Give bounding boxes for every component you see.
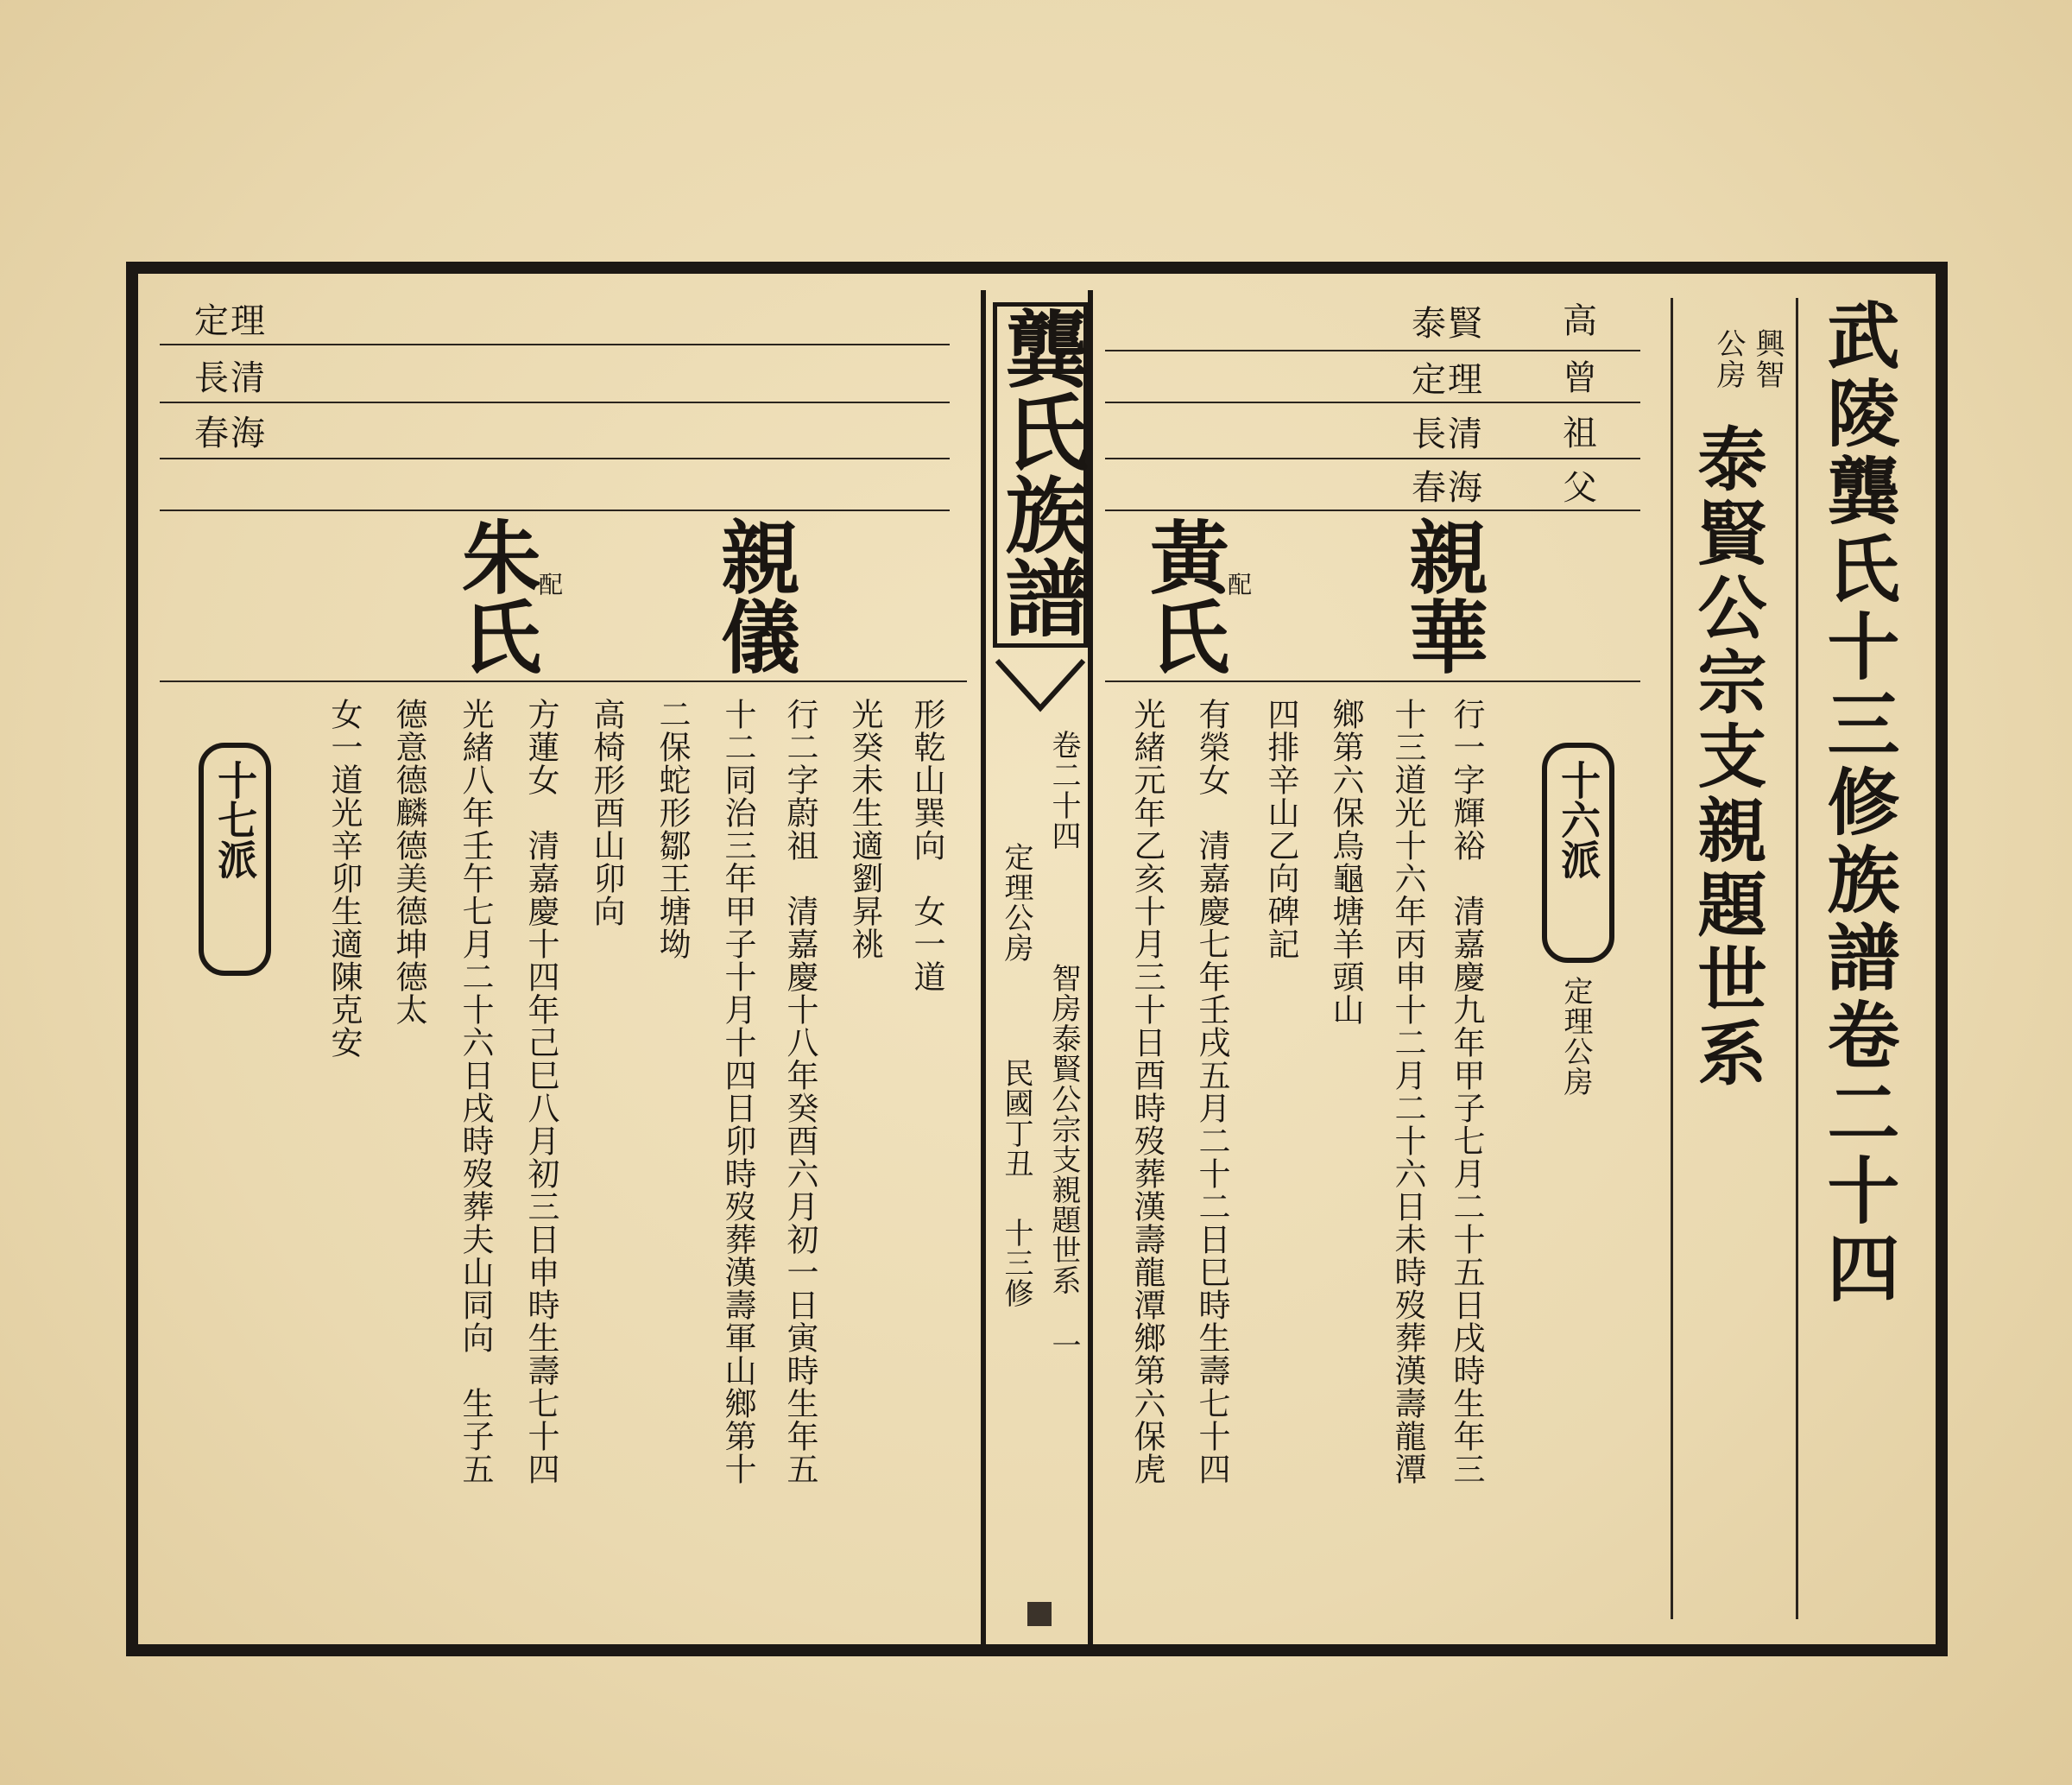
spine-branch: 定理公房 xyxy=(999,842,1033,963)
fishtail-mark xyxy=(993,656,1088,717)
left-bio-line-7: 方蓮女 清嘉慶十四年己巳八月初三日申時生壽七十四 xyxy=(522,698,559,1485)
spine-era: 民國丁丑 xyxy=(999,1058,1033,1179)
left-ancestor-2: 長清 xyxy=(194,358,267,398)
right-person-name: 親華 xyxy=(1396,516,1489,675)
right-hrule-4 xyxy=(1105,510,1640,511)
right-spouse-name: 黃氏 xyxy=(1137,516,1230,675)
ancestor-label-fu: 父 xyxy=(1563,468,1599,508)
spine-page-number: 一 xyxy=(1046,1330,1081,1360)
right-bio-line-1: 行一字輝裕 清嘉慶九年甲子七月二十五日戌時生年三 xyxy=(1448,698,1485,1485)
left-hrule-1 xyxy=(160,344,950,345)
generation-badge-16-label: 十六派 xyxy=(1555,760,1602,879)
right-ancestor-4: 春海 xyxy=(1412,468,1484,508)
right-branch-note: 定理公房 xyxy=(1558,976,1593,1097)
ancestor-label-zu: 祖 xyxy=(1563,414,1599,453)
right-ancestor-1: 泰賢 xyxy=(1412,304,1484,344)
left-hrule-3 xyxy=(160,458,950,459)
spine-title-box xyxy=(993,302,1088,648)
left-hrule-2 xyxy=(160,402,950,403)
left-bio-line-8: 光緒八年壬午七月二十六日戌時歿葬夫山同向 生子五 xyxy=(457,698,494,1485)
left-spouse-name: 朱氏 xyxy=(449,516,542,675)
ancestor-label-zeng: 曾 xyxy=(1563,358,1599,398)
generation-badge-16 xyxy=(1542,743,1614,963)
right-bio-line-3: 鄉第六保烏龜塘羊頭山 xyxy=(1327,698,1364,1026)
right-bio-line-5: 有榮女 清嘉慶七年壬戌五月二十二日巳時生壽七十四 xyxy=(1193,698,1230,1485)
left-person-name: 親儀 xyxy=(708,516,801,675)
house-label-bottom: 公房 xyxy=(1711,328,1746,390)
generation-badge-17-label: 十七派 xyxy=(212,760,259,879)
right-ancestor-2: 定理 xyxy=(1412,360,1484,400)
right-bio-line-2: 十三道光十六年丙申十二月二十六日未時歿葬漢壽龍潭 xyxy=(1389,698,1426,1485)
right-bio-line-6: 光緒元年乙亥十月三十日酉時歿葬漢壽龍潭鄉第六保虎 xyxy=(1128,698,1166,1485)
ancestor-label-gao: 高 xyxy=(1563,301,1599,341)
house-label-top: 興智 xyxy=(1750,328,1785,390)
spine-block-mark xyxy=(1027,1602,1052,1626)
left-bio-line-4: 十二同治三年甲子十月十四日卯時歿葬漢壽軍山鄉第十 xyxy=(719,698,756,1485)
generation-badge-17 xyxy=(199,743,271,976)
left-bio-line-9: 德意德麟德美德坤德太 xyxy=(390,698,427,1026)
right-hrule-5 xyxy=(1105,680,1640,682)
right-hrule-1 xyxy=(1105,350,1640,351)
left-bio-line-2: 光癸未生適劉昇祧 xyxy=(846,698,883,960)
left-bio-line-1: 形乾山巽向 女一道 xyxy=(908,698,945,993)
left-bio-line-6: 高椅形酉山卯向 xyxy=(588,698,625,927)
left-spouse-prefix: 配 xyxy=(535,572,564,596)
right-rule-2 xyxy=(1796,298,1798,1619)
spine-subtitle: 智房泰賢公宗支親題世系 xyxy=(1046,963,1081,1295)
spine-edition: 十三修 xyxy=(999,1218,1033,1308)
spine-book-title: 龔氏族譜 xyxy=(992,307,1090,638)
spine-volume: 卷二十四 xyxy=(1046,730,1081,851)
left-ancestor-3: 春海 xyxy=(194,414,267,453)
book-title: 武陵龔氏十三修族譜卷二十四 xyxy=(1816,298,1901,1308)
left-ancestor-1: 定理 xyxy=(194,301,267,341)
right-spouse-prefix: 配 xyxy=(1224,572,1253,596)
left-hrule-4 xyxy=(160,510,950,511)
right-ancestor-3: 長清 xyxy=(1412,415,1484,454)
left-hrule-5 xyxy=(160,680,967,682)
right-hrule-2 xyxy=(1105,402,1640,403)
left-bio-line-10: 女一道光辛卯生適陳克安 xyxy=(325,698,363,1059)
right-rule-1 xyxy=(1671,298,1673,1619)
section-title: 泰賢公宗支親題世系 xyxy=(1686,423,1767,1092)
left-bio-line-5: 二保蛇形鄒王塘坳 xyxy=(654,698,691,960)
left-bio-line-3: 行二字蔚祖 清嘉慶十八年癸酉六月初一日寅時生年五 xyxy=(781,698,818,1485)
right-bio-line-4: 四排辛山乙向碑記 xyxy=(1262,698,1299,960)
right-hrule-3 xyxy=(1105,458,1640,459)
